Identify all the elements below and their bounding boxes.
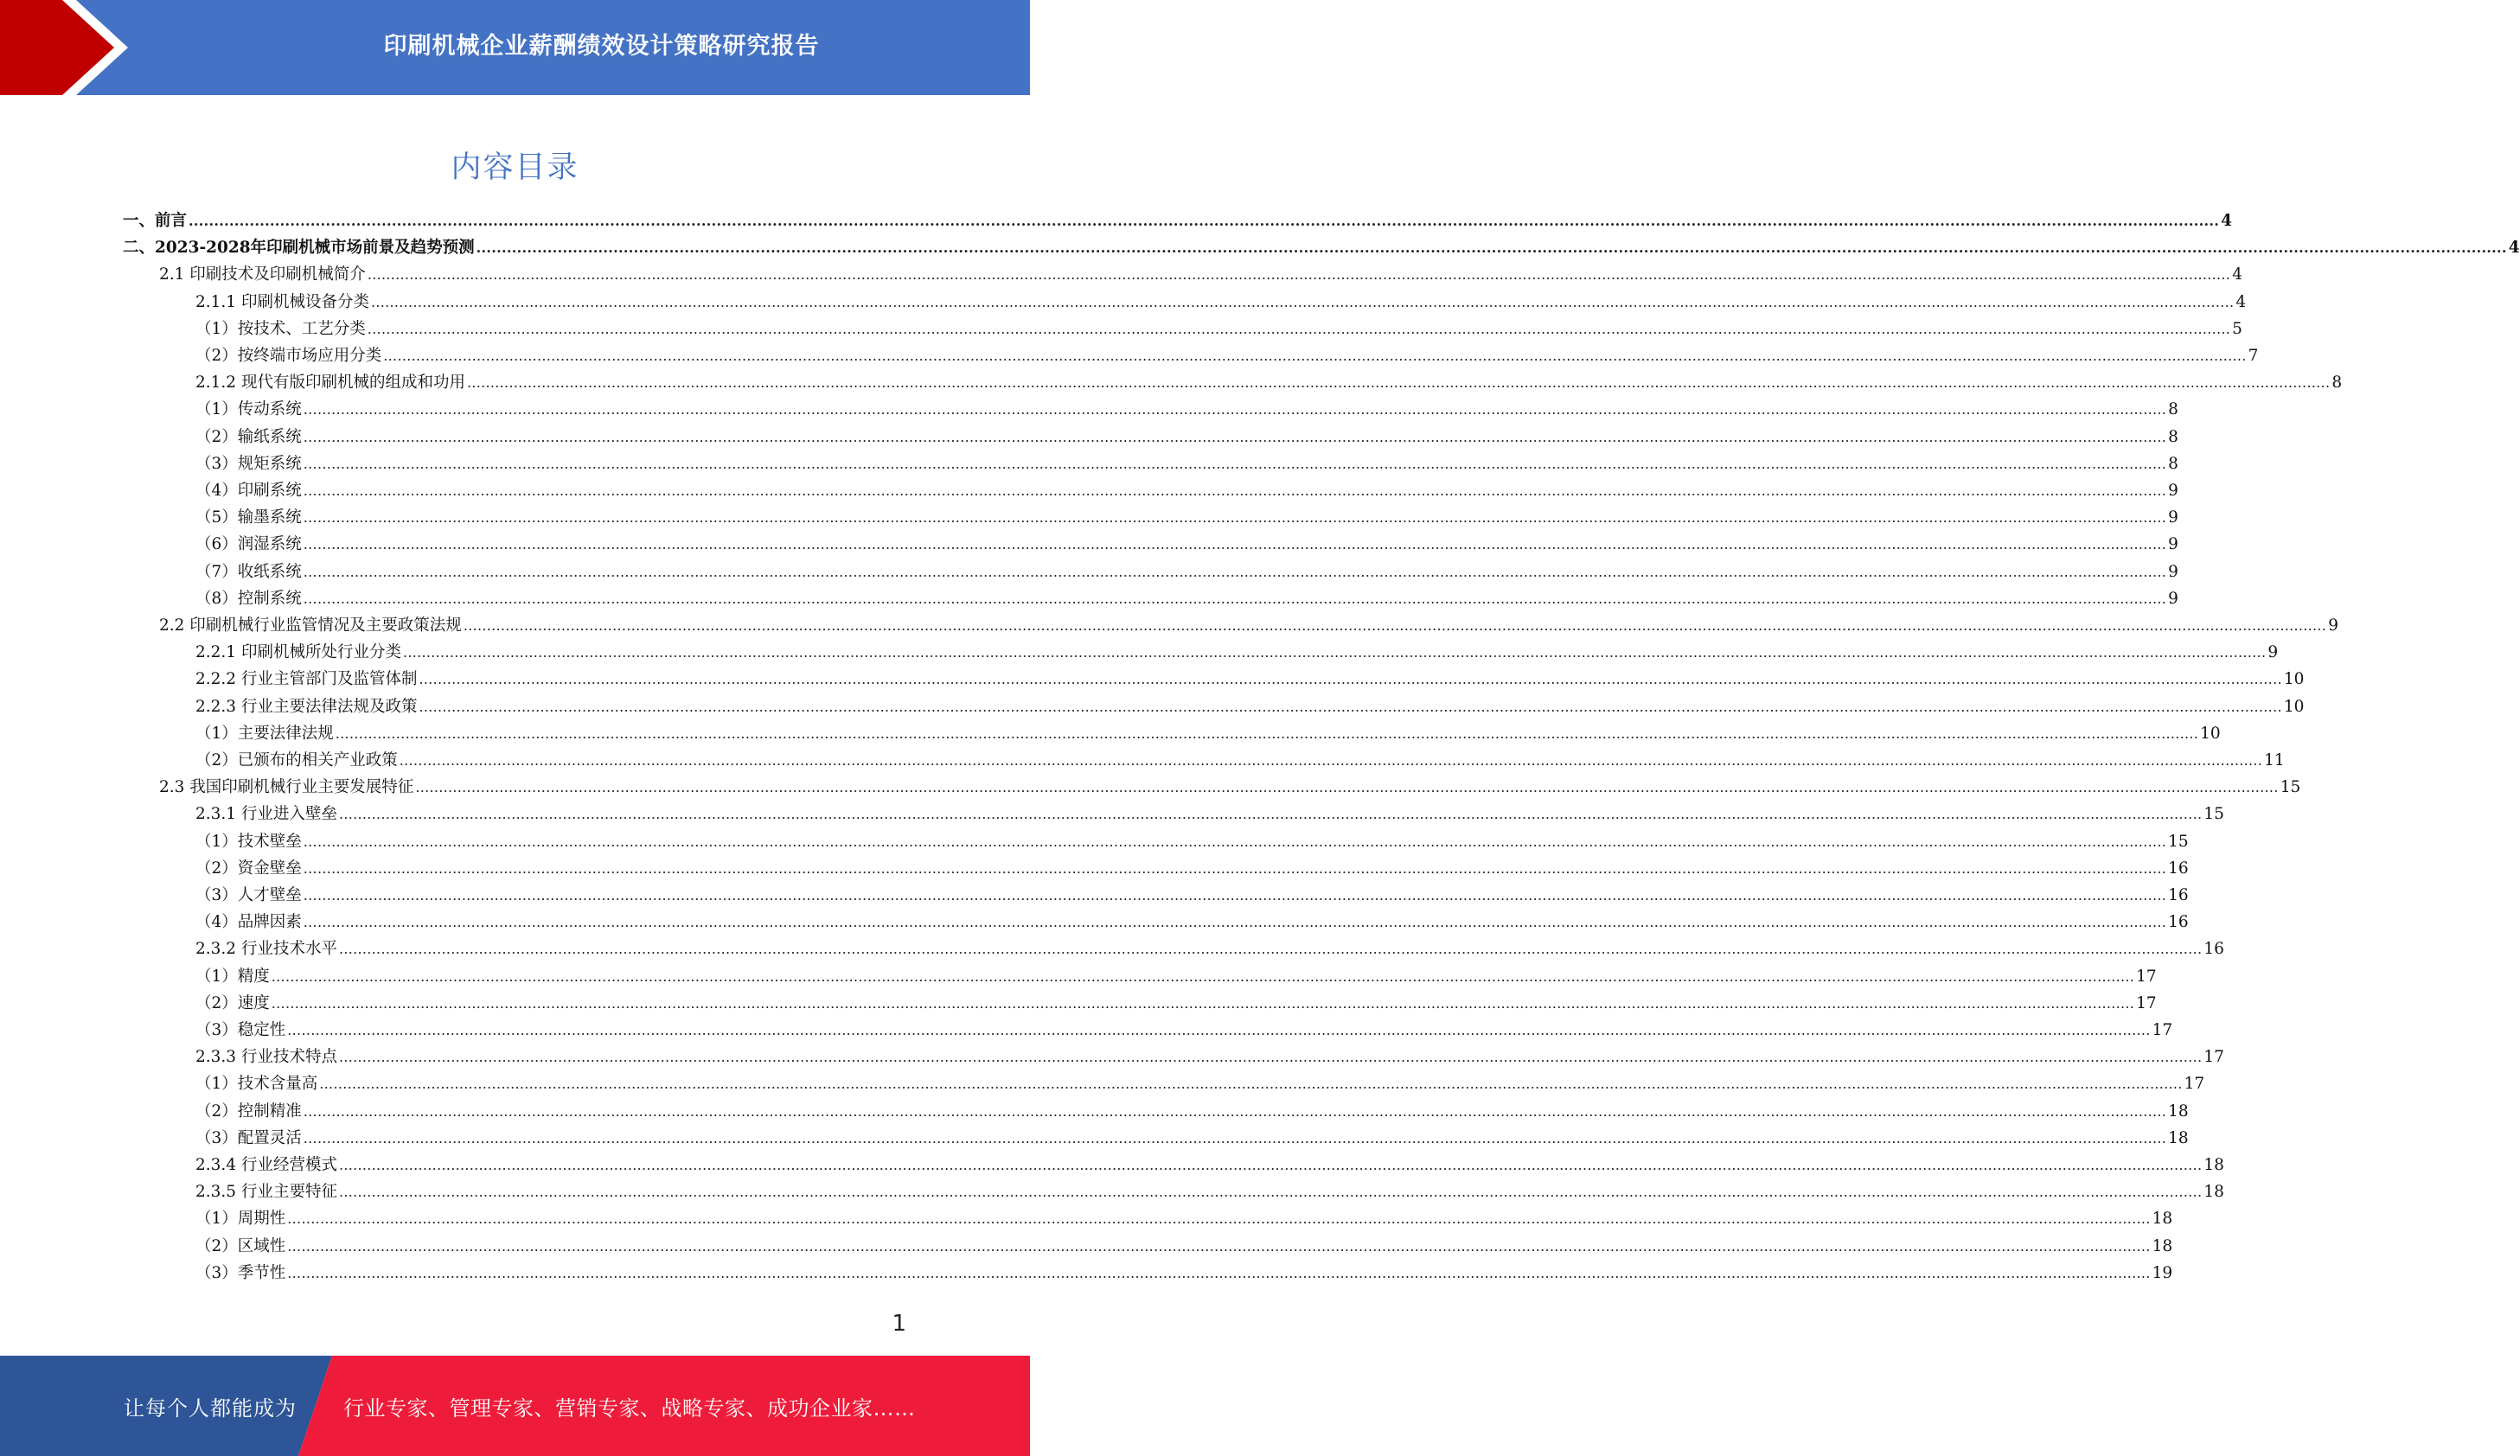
toc-entry[interactable] [195, 990, 2157, 1017]
toc-entry-page: 4 [2508, 239, 2520, 258]
toc-entry-label: （8）控制系统 [195, 589, 302, 608]
toc-dot-leader: ................................................................................................................................................................................................................................................................................................................................................................................................................ [303, 887, 2167, 904]
toc-entry[interactable] [195, 801, 2224, 827]
toc-entry-label: 2.2.3 行业主要法律法规及政策 [195, 697, 418, 716]
toc-entry-label: （1）按技术、工艺分类 [195, 319, 366, 338]
toc-entry[interactable] [195, 1205, 2173, 1232]
toc-entry-page: 8 [2331, 374, 2343, 393]
toc-dot-leader: ................................................................................................................................................................................................................................................................................................................................................................................................................ [338, 1049, 2203, 1066]
toc-entry-label: （3）稳定性 [195, 1021, 286, 1039]
toc-entry-page: 9 [2168, 482, 2178, 500]
toc-entry-page: 16 [2203, 940, 2224, 959]
chevron-red-fill [0, 0, 114, 95]
toc-entry-label: 2.1.2 现代有版印刷机械的组成和功用 [195, 374, 465, 393]
toc-entry-page: 7 [2248, 347, 2259, 365]
toc-entry-label: （2）控制精准 [195, 1102, 302, 1121]
toc-dot-leader: ................................................................................................................................................................................................................................................................................................................................................................................................................ [338, 941, 2203, 958]
toc-dot-leader: ................................................................................................................................................................................................................................................................................................................................................................................................................ [287, 1022, 2151, 1038]
toc-dot-leader: ................................................................................................................................................................................................................................................................................................................................................................................................................ [463, 617, 2327, 634]
toc-entry[interactable] [195, 1098, 2189, 1125]
toc-entry-label: （4）品牌因素 [195, 913, 302, 932]
toc-dot-leader: ................................................................................................................................................................................................................................................................................................................................................................................................................ [476, 239, 2507, 257]
toc-entry-label: （1）技术壁垒 [195, 832, 302, 851]
toc-entry-label: 二、2023-2028年印刷机械市场前景及趋势预测 [123, 239, 475, 258]
toc-entry[interactable] [123, 234, 2520, 261]
toc-entry-label: （3）人才壁垒 [195, 886, 302, 904]
toc-entry-label: （3）规矩系统 [195, 454, 302, 473]
toc-entry[interactable] [195, 531, 2178, 558]
toc-dot-leader: ................................................................................................................................................................................................................................................................................................................................................................................................................ [303, 482, 2167, 499]
toc-entry-page: 18 [2203, 1183, 2224, 1202]
toc-dot-leader: ................................................................................................................................................................................................................................................................................................................................................................................................................ [370, 293, 2235, 310]
toc-entry-label: 2.3 我国印刷机械行业主要发展特征 [159, 778, 414, 797]
toc-dot-leader: ................................................................................................................................................................................................................................................................................................................................................................................................................ [335, 725, 2199, 742]
toc-dot-leader: ................................................................................................................................................................................................................................................................................................................................................................................................................ [303, 428, 2167, 445]
toc-dot-leader: ................................................................................................................................................................................................................................................................................................................................................................................................................ [399, 752, 2263, 769]
toc-dot-leader: ................................................................................................................................................................................................................................................................................................................................................................................................................ [189, 213, 2220, 229]
toc-entry-page: 17 [2136, 967, 2157, 986]
toc-entry-page: 8 [2168, 400, 2178, 419]
toc-entry-page: 9 [2267, 643, 2279, 662]
toc-entry-label: 2.3.1 行业进入壁垒 [195, 805, 337, 824]
toc-dot-leader: ................................................................................................................................................................................................................................................................................................................................................................................................................ [303, 536, 2167, 553]
toc-heading: 内容目录 [451, 150, 579, 185]
toc-dot-leader: ................................................................................................................................................................................................................................................................................................................................................................................................................ [319, 1076, 2183, 1093]
toc-dot-leader: ................................................................................................................................................................................................................................................................................................................................................................................................................ [271, 994, 2135, 1012]
toc-entry-label: 2.3.5 行业主要特征 [195, 1183, 337, 1202]
toc-entry[interactable] [195, 828, 2189, 855]
toc-entry-label: 2.2.2 行业主管部门及监管体制 [195, 670, 418, 689]
toc-dot-leader: ................................................................................................................................................................................................................................................................................................................................................................................................................ [303, 401, 2167, 418]
toc-entry[interactable] [195, 882, 2189, 909]
toc-entry-label: （7）收纸系统 [195, 562, 302, 581]
toc-entry-label: 2.1 印刷技术及印刷机械简介 [159, 265, 366, 284]
toc-entry-label: （2）已颁布的相关产业政策 [195, 751, 398, 770]
toc-dot-leader: ................................................................................................................................................................................................................................................................................................................................................................................................................ [383, 348, 2247, 364]
toc-entry-page: 16 [2168, 859, 2189, 878]
toc-dot-leader: ................................................................................................................................................................................................................................................................................................................................................................................................................ [367, 320, 2231, 337]
toc-entry-label: （5）输墨系统 [195, 508, 302, 527]
toc-entry-page: 9 [2328, 616, 2338, 635]
toc-entry-label: 2.2 印刷机械行业监管情况及主要政策法规 [159, 616, 462, 635]
toc-entry-label: （1）主要法律法规 [195, 724, 334, 743]
red-chevron-icon [0, 0, 138, 95]
toc-entry[interactable] [195, 289, 2247, 316]
toc-dot-leader: ................................................................................................................................................................................................................................................................................................................................................................................................................ [271, 967, 2135, 985]
toc-entry-page: 17 [2184, 1075, 2205, 1094]
toc-entry-page: 18 [2152, 1210, 2173, 1229]
toc-dot-leader: ................................................................................................................................................................................................................................................................................................................................................................................................................ [303, 563, 2167, 580]
toc-dot-leader: ................................................................................................................................................................................................................................................................................................................................................................................................................ [303, 455, 2167, 472]
toc-entry-label: （1）精度 [195, 967, 270, 986]
toc-dot-leader: ................................................................................................................................................................................................................................................................................................................................................................................................................ [287, 1237, 2151, 1255]
toc-entry-page: 10 [2283, 697, 2305, 716]
toc-entry-page: 5 [2232, 319, 2242, 338]
toc-entry[interactable] [195, 936, 2224, 962]
toc-entry-label: （2）区域性 [195, 1236, 286, 1255]
toc-entry-label: （4）印刷系统 [195, 482, 302, 500]
toc-entry-page: 15 [2280, 778, 2301, 797]
toc-entry[interactable] [195, 1260, 2173, 1287]
toc-entry-label: （3）季节性 [195, 1263, 286, 1282]
toc-entry[interactable] [195, 747, 2285, 774]
toc-entry-page: 9 [2168, 589, 2178, 608]
toc-entry-page: 4 [2221, 212, 2233, 230]
toc-entry[interactable] [159, 774, 2301, 801]
toc-dot-leader: ................................................................................................................................................................................................................................................................................................................................................................................................................ [466, 374, 2331, 392]
toc-entry-label: （6）润湿系统 [195, 535, 302, 554]
toc-entry-label: 2.3.2 行业技术水平 [195, 940, 337, 959]
toc-dot-leader: ................................................................................................................................................................................................................................................................................................................................................................................................................ [303, 1129, 2167, 1146]
toc-dot-leader: ................................................................................................................................................................................................................................................................................................................................................................................................................ [367, 266, 2231, 284]
toc-entry-page: 15 [2168, 832, 2189, 851]
toc-entry-label: （2）资金壁垒 [195, 859, 302, 878]
toc-entry[interactable] [195, 316, 2242, 342]
toc-dot-leader: ................................................................................................................................................................................................................................................................................................................................................................................................................ [415, 779, 2279, 796]
toc-entry-page: 4 [2235, 292, 2247, 311]
toc-entry[interactable] [195, 450, 2178, 477]
toc-entry[interactable] [195, 477, 2178, 504]
toc-entry-page: 17 [2136, 993, 2157, 1012]
toc-entry-label: 2.2.1 印刷机械所处行业分类 [195, 643, 401, 662]
toc-entry-label: （2）速度 [195, 993, 270, 1012]
toc-entry[interactable] [195, 1017, 2173, 1044]
toc-entry[interactable] [195, 424, 2178, 450]
toc-entry-page: 18 [2203, 1156, 2224, 1174]
toc-entry[interactable] [195, 342, 2259, 369]
toc-entry-page: 9 [2168, 535, 2178, 554]
toc-entry[interactable] [195, 1152, 2224, 1178]
toc-dot-leader: ................................................................................................................................................................................................................................................................................................................................................................................................................ [419, 671, 2282, 688]
toc-entry-label: （2）输纸系统 [195, 427, 302, 446]
toc-entry[interactable] [195, 1125, 2189, 1152]
toc-entry[interactable] [195, 585, 2178, 612]
toc-entry-page: 17 [2203, 1048, 2224, 1067]
toc-entry[interactable] [195, 639, 2279, 666]
toc-dot-leader: ................................................................................................................................................................................................................................................................................................................................................................................................................ [303, 509, 2167, 527]
toc-entry-label: 2.3.4 行业经营模式 [195, 1156, 337, 1174]
toc-entry-page: 18 [2168, 1102, 2189, 1121]
toc-entry-page: 16 [2168, 913, 2189, 932]
toc-entry-page: 9 [2168, 562, 2178, 581]
toc-dot-leader: ................................................................................................................................................................................................................................................................................................................................................................................................................ [338, 806, 2203, 823]
toc-dot-leader: ................................................................................................................................................................................................................................................................................................................................................................................................................ [303, 833, 2167, 850]
footer-slogan-left: 让每个人都能成为 [124, 1395, 297, 1421]
toc-entry[interactable] [195, 720, 2221, 747]
toc-dot-leader: ................................................................................................................................................................................................................................................................................................................................................................................................................ [402, 644, 2267, 661]
toc-entry[interactable] [195, 909, 2189, 936]
toc-entry-label: （1）传动系统 [195, 400, 302, 419]
toc-entry-label: （2）按终端市场应用分类 [195, 347, 382, 365]
toc-dot-leader: ................................................................................................................................................................................................................................................................................................................................................................................................................ [303, 1102, 2167, 1120]
toc-entry-page: 10 [2200, 724, 2221, 743]
toc-entry-page: 10 [2283, 670, 2305, 689]
toc-entry-label: 2.3.3 行业技术特点 [195, 1048, 337, 1067]
footer-banner [0, 1356, 1030, 1456]
toc-dot-leader: ................................................................................................................................................................................................................................................................................................................................................................................................................ [287, 1264, 2151, 1281]
toc-entry-page: 17 [2152, 1021, 2173, 1039]
toc-entry-label: 2.1.1 印刷机械设备分类 [195, 292, 369, 311]
toc-entry-page: 18 [2152, 1236, 2173, 1255]
report-header-banner [0, 0, 1030, 95]
toc-dot-leader: ................................................................................................................................................................................................................................................................................................................................................................................................................ [419, 698, 2282, 715]
toc-entry[interactable] [195, 855, 2189, 882]
page-number: 1 [892, 1311, 906, 1337]
toc-entry[interactable] [195, 396, 2178, 423]
toc-entry[interactable] [195, 1233, 2173, 1260]
toc-entry-label: （1）周期性 [195, 1210, 286, 1229]
toc-entry[interactable] [195, 559, 2178, 585]
toc-entry-page: 8 [2168, 427, 2178, 446]
toc-entry[interactable] [159, 261, 2242, 288]
toc-entry-page: 19 [2152, 1263, 2173, 1282]
toc-entry-label: 一、前言 [123, 212, 188, 230]
toc-dot-leader: ................................................................................................................................................................................................................................................................................................................................................................................................................ [338, 1157, 2203, 1173]
toc-entry[interactable] [195, 504, 2178, 531]
toc-entry-page: 9 [2168, 508, 2178, 527]
toc-dot-leader: ................................................................................................................................................................................................................................................................................................................................................................................................................ [338, 1184, 2203, 1201]
toc-entry-page: 4 [2232, 265, 2242, 284]
toc-entry[interactable] [195, 1070, 2205, 1097]
toc-dot-leader: ................................................................................................................................................................................................................................................................................................................................................................................................................ [287, 1210, 2151, 1228]
toc-entry-page: 15 [2203, 805, 2224, 824]
toc-entry-page: 11 [2264, 751, 2285, 770]
toc-entry[interactable] [195, 963, 2157, 990]
report-title: 印刷机械企业薪酬绩效设计策略研究报告 [383, 32, 820, 60]
toc-dot-leader: ................................................................................................................................................................................................................................................................................................................................................................................................................ [303, 914, 2167, 931]
toc-entry[interactable] [123, 208, 2233, 234]
toc-dot-leader: ................................................................................................................................................................................................................................................................................................................................................................................................................ [303, 590, 2167, 607]
toc-entry-page: 16 [2168, 886, 2189, 904]
toc-entry[interactable] [195, 693, 2305, 720]
toc-entry[interactable] [195, 1178, 2224, 1205]
toc-entry[interactable] [195, 369, 2343, 396]
toc-entry[interactable] [159, 612, 2338, 639]
toc-entry-label: （1）技术含量高 [195, 1075, 318, 1094]
toc-entry[interactable] [195, 1044, 2224, 1070]
toc-entry-page: 18 [2168, 1128, 2189, 1147]
footer-slogan-right: 行业专家、管理专家、营销专家、战略专家、成功企业家…… [343, 1395, 916, 1421]
toc-entry[interactable] [195, 666, 2305, 693]
toc-entry-page: 8 [2168, 454, 2178, 473]
toc-dot-leader: ................................................................................................................................................................................................................................................................................................................................................................................................................ [303, 859, 2167, 877]
toc-entry-label: （3）配置灵活 [195, 1128, 302, 1147]
